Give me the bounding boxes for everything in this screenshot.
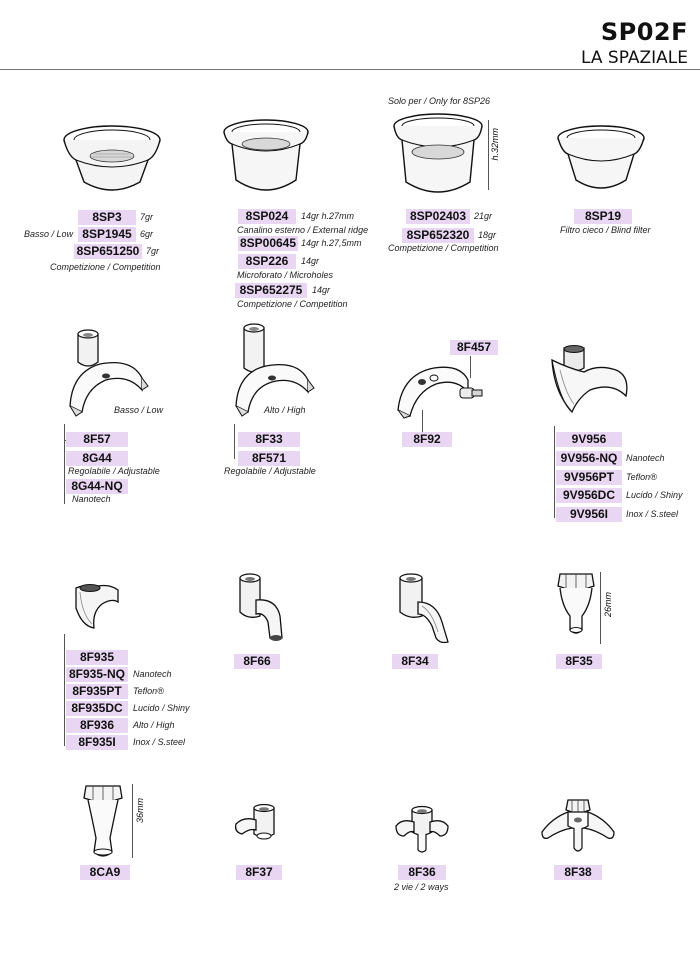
header-rule — [0, 69, 700, 70]
spout-9v956-icon — [550, 346, 632, 420]
part-note: Inox / S.steel — [133, 737, 186, 747]
leader-line — [234, 424, 235, 459]
part-note: Canalino esterno / External ridge — [237, 225, 369, 235]
dimension-label: 26mm — [603, 592, 613, 618]
filter-basket-8sp024-icon — [222, 118, 310, 200]
filter-basket-8sp3-icon — [62, 122, 162, 202]
part-code-8ca9: 8CA9 — [80, 865, 130, 880]
part-code-8sp652275: 8SP652275 — [235, 283, 307, 298]
part-code-8f57: 8F57 — [66, 432, 128, 447]
part-spec: 21gr — [474, 211, 493, 221]
part-code-9v956i: 9V956I — [556, 507, 622, 522]
spout-8f38-icon — [538, 796, 618, 862]
part-code-8f37: 8F37 — [236, 865, 282, 880]
dimension-line — [132, 784, 133, 858]
spout-8f34-icon — [396, 572, 460, 646]
part-weight: 7gr — [140, 212, 154, 222]
spout-8f66-icon — [236, 572, 298, 644]
part-note: Nanotech — [626, 453, 665, 463]
part-note: Lucido / Shiny — [133, 703, 190, 713]
part-code-8f36: 8F36 — [398, 865, 446, 880]
spout-8f37-icon — [232, 802, 284, 858]
dimension-label: h.32mm — [490, 128, 500, 161]
part-code-8sp3: 8SP3 — [78, 210, 136, 225]
part-code-8g44: 8G44 — [66, 451, 128, 466]
part-code-8f38: 8F38 — [554, 865, 602, 880]
part-code-8f935dc: 8F935DC — [66, 701, 128, 716]
part-weight: 7gr — [146, 246, 160, 256]
part-code-9v956-nq: 9V956-NQ — [556, 451, 622, 466]
part-code-8f66: 8F66 — [234, 654, 280, 669]
part-code-8f935-nq: 8F935-NQ — [66, 667, 128, 682]
spout-8f36-icon — [392, 806, 452, 862]
part-note: Competizione / Competition — [237, 299, 348, 309]
part-code-8f34: 8F34 — [392, 654, 438, 669]
leader-line — [422, 410, 423, 432]
part-code-9v956pt: 9V956PT — [556, 470, 622, 485]
spout-label: Alto / High — [264, 405, 306, 415]
part-code-8f33: 8F33 — [238, 432, 300, 447]
part-header-note: Solo per / Only for 8SP26 — [388, 96, 491, 106]
dimension-line — [488, 120, 489, 190]
part-code-8f571: 8F571 — [238, 451, 300, 466]
part-code-8f935pt: 8F935PT — [66, 684, 128, 699]
part-note: Inox / S.steel — [626, 509, 679, 519]
part-code-8sp652320: 8SP652320 — [402, 228, 474, 243]
part-code-8sp19: 8SP19 — [574, 209, 632, 224]
part-note: Microforato / Microholes — [237, 270, 334, 280]
part-weight: 6gr — [140, 229, 154, 239]
part-code-8f935i: 8F935I — [66, 735, 128, 750]
leader-line — [554, 426, 555, 518]
part-note: 2 vie / 2 ways — [394, 882, 449, 892]
part-note: Teflon® — [133, 686, 164, 696]
leader-line — [64, 634, 65, 746]
part-note: Regolabile / Adjustable — [68, 466, 160, 476]
part-code-8sp024: 8SP024 — [238, 209, 296, 224]
brand-name: LA SPAZIALE — [581, 48, 688, 68]
part-code-8sp651250: 8SP651250 — [74, 244, 142, 259]
part-note: Competizione / Competition — [50, 262, 161, 272]
spout-label: Basso / Low — [114, 405, 164, 415]
spout-8ca9-icon — [80, 782, 126, 862]
part-code-8sp1945: 8SP1945 — [78, 227, 136, 242]
part-spec: 14gr h.27mm — [301, 211, 355, 221]
part-code-8f35: 8F35 — [556, 654, 602, 669]
part-code-8sp00645: 8SP00645 — [239, 236, 297, 250]
part-code-8sp226: 8SP226 — [238, 254, 296, 269]
spout-8f92-icon — [394, 360, 486, 422]
part-spec: 14gr — [312, 285, 331, 295]
part-code-8f457: 8F457 — [450, 340, 498, 355]
part-note: Alto / High — [133, 720, 175, 730]
part-code-8sp02403: 8SP02403 — [406, 209, 470, 224]
part-note: Nanotech — [133, 669, 172, 679]
part-spec: 14gr h.27,5mm — [301, 238, 362, 248]
leader-line — [64, 424, 65, 504]
part-code-9v956dc: 9V956DC — [556, 488, 622, 503]
spout-8f935-icon — [72, 582, 122, 630]
part-note: Lucido / Shiny — [626, 490, 683, 500]
spout-8f35-icon — [554, 570, 598, 646]
part-code-8f936: 8F936 — [66, 718, 128, 733]
part-spec: 14gr — [301, 256, 320, 266]
model-code: SP02F — [600, 18, 688, 46]
part-spec: 18gr — [478, 230, 497, 240]
part-code-8g44-nq: 8G44-NQ — [66, 479, 128, 494]
part-code-9v956: 9V956 — [556, 432, 622, 447]
blind-filter-8sp19-icon — [556, 124, 646, 200]
dimension-line — [600, 572, 601, 644]
part-note: Teflon® — [626, 472, 657, 482]
part-note: Nanotech — [72, 494, 111, 504]
part-code-8f92: 8F92 — [402, 432, 452, 447]
part-note: Basso / Low — [24, 229, 74, 239]
part-note: Filtro cieco / Blind filter — [560, 225, 651, 235]
part-note: Competizione / Competition — [388, 243, 499, 253]
part-note: Regolabile / Adjustable — [224, 466, 316, 476]
dimension-label: 36mm — [135, 798, 145, 824]
filter-basket-8sp02403-icon — [392, 112, 486, 202]
part-code-8f935: 8F935 — [66, 650, 128, 665]
